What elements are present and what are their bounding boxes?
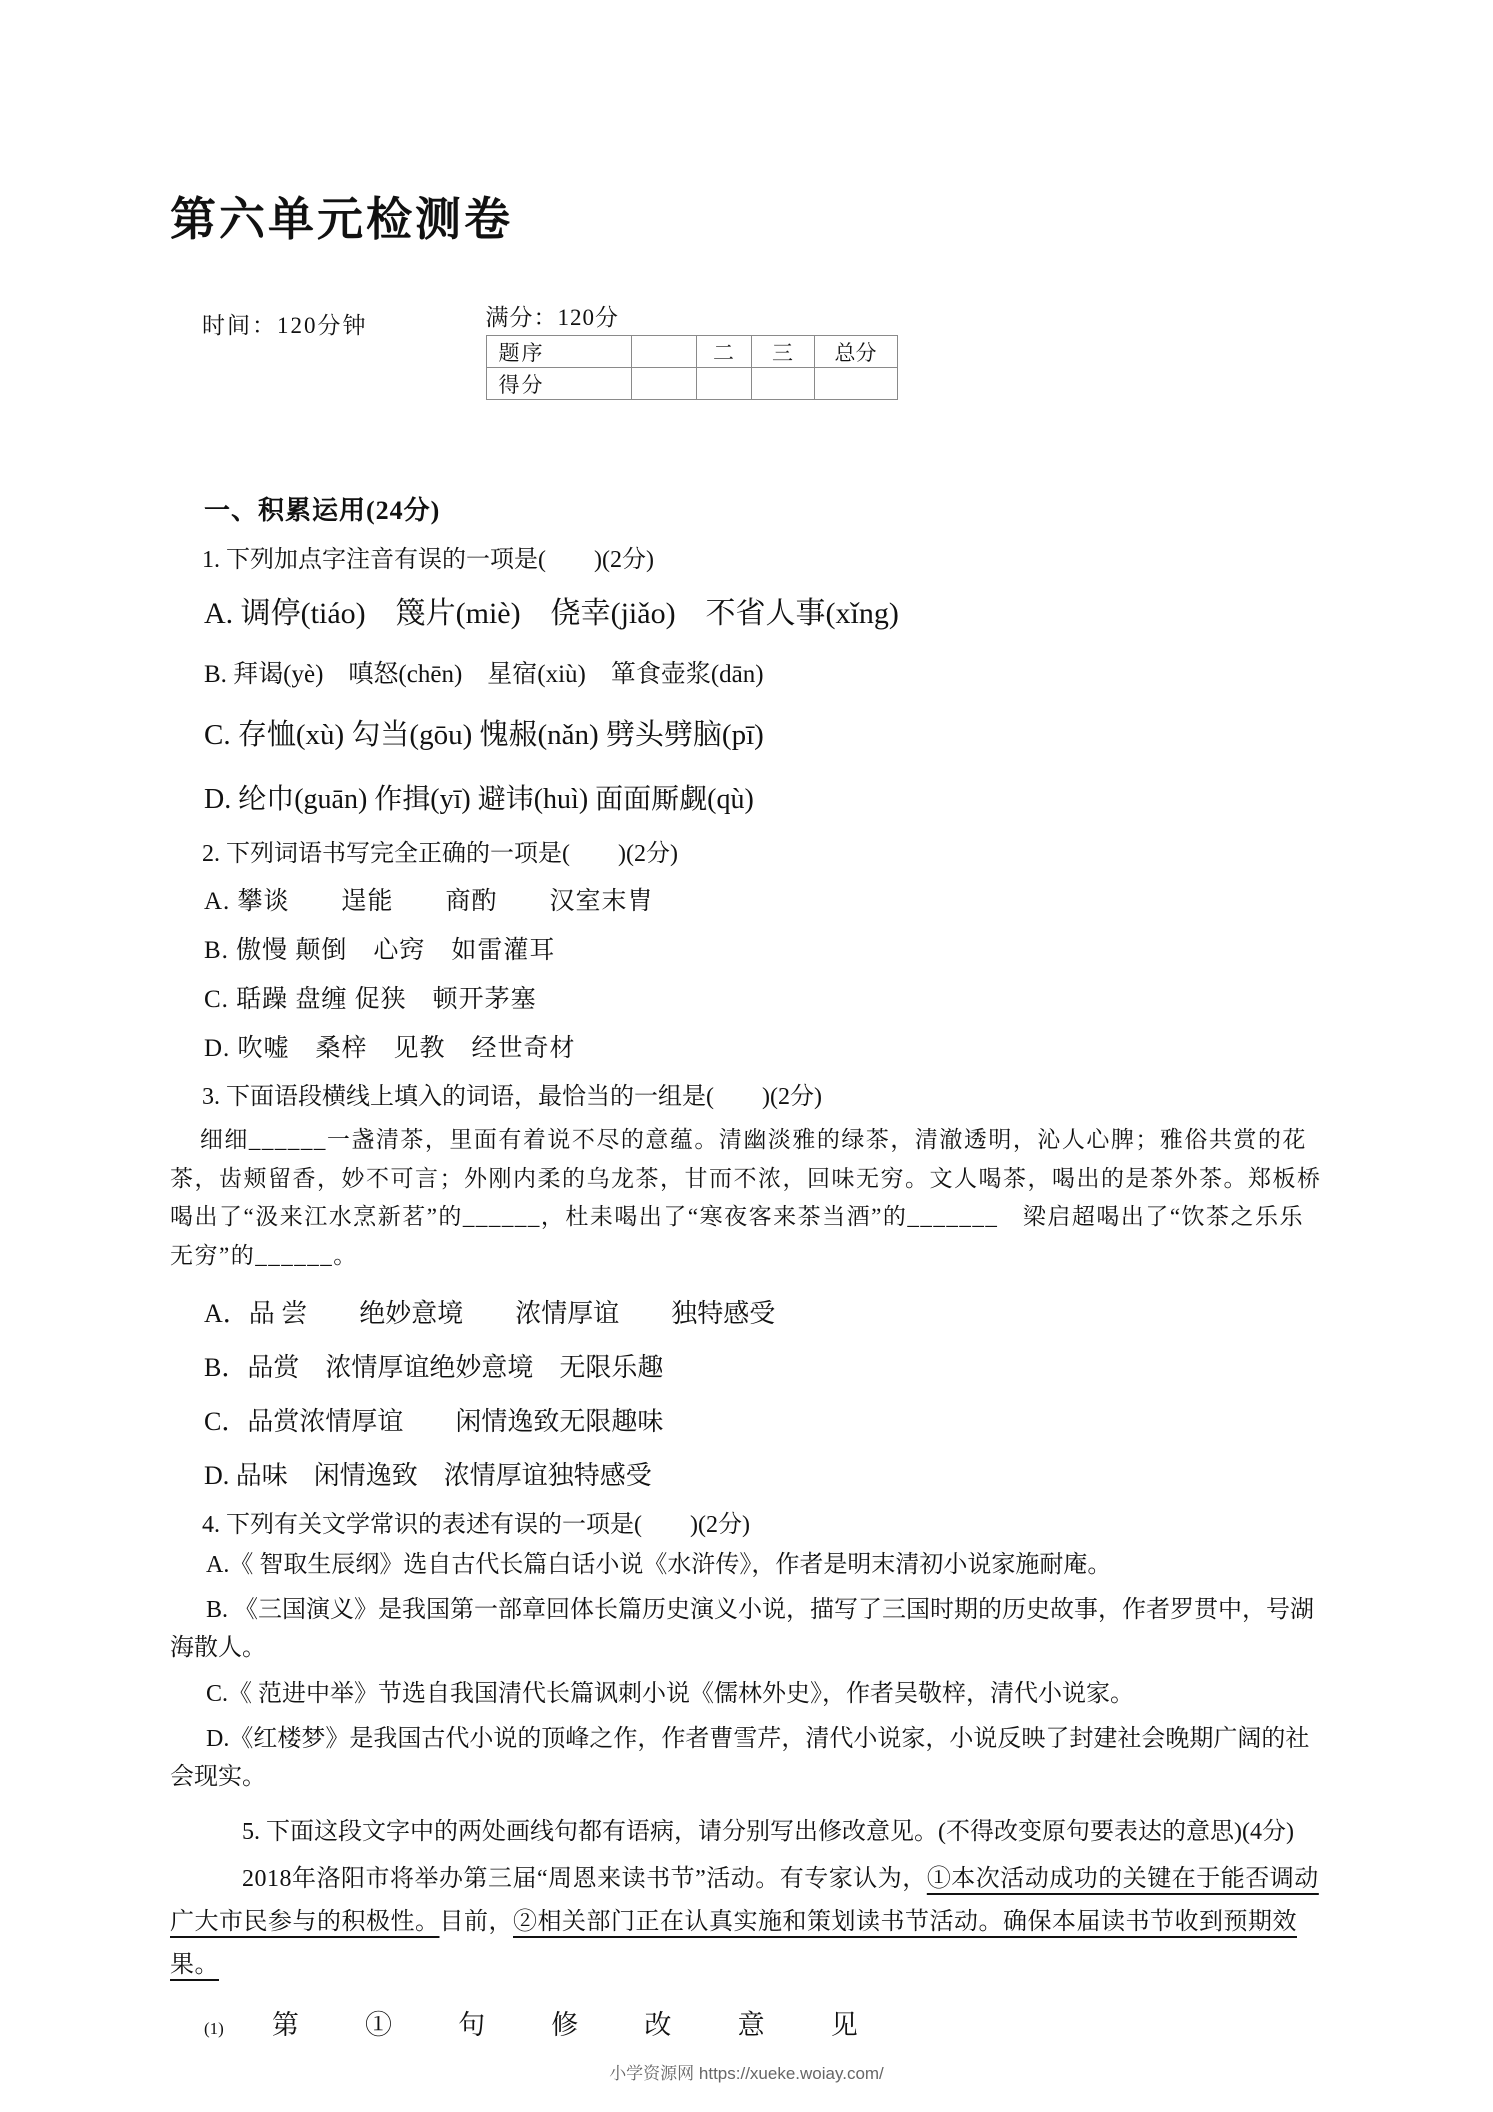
score-table-score-row: [486, 368, 897, 400]
score-table-header-row: [486, 336, 897, 368]
score-table-cell: 三: [751, 336, 814, 368]
time-label: 时间：120分钟: [202, 313, 368, 338]
question-2-option-c: C. 聒躁 盘缠 促狭 顿开茅塞: [204, 986, 537, 1013]
question-5-answer-row: [204, 2003, 1325, 2042]
question-1: [170, 539, 1325, 817]
question-5-underlined-sentence-1: ①本次活动成功的关键在于能否调动广大市民参与的积极性。: [170, 1865, 1319, 1935]
question-2-option-d: D. 吹嘘 桑梓 见教 经世奇材: [204, 1035, 576, 1062]
question-4-option-a: A.《 智取生辰纲》选自古代长篇白话小说《水浒传》，作者是明末清初小说家施耐庵。: [206, 1551, 1112, 1578]
question-5-passage-text: 2018年洛阳市将举办第三届“周恩来读书节”活动。有专家认为，: [242, 1865, 927, 1892]
question-5: [170, 1813, 1325, 2042]
question-1-option-d: D. 纶巾(guān) 作揖(yī) 避讳(huì) 面面厮觑(qù): [204, 784, 754, 815]
question-3-passage: 细细______一盏清茶，里面有着说不尽的意蕴。清幽淡雅的绿茶，清澈透明，沁人心脾；雅俗共赏的花茶，齿颊留香，妙不可言；外刚内柔的乌龙茶，甘而不浓，回味无穷。文人喝茶，喝出的是茶外茶。郑板桥喝出了“汲来江水烹新茗”的______，杜耒喝出了“寒夜客来茶当酒”的_______ 梁启超喝出了“饮茶之乐乐无穷”的______。: [170, 1127, 1322, 1268]
score-area: [486, 299, 898, 400]
question-1-stem: 1. 下列加点字注音有误的一项是( )(2分): [202, 547, 654, 573]
question-2-option-b: B. 傲慢 颠倒 心窍 如雷灌耳: [204, 937, 556, 964]
question-3: [170, 1076, 1325, 1492]
question-5-underlined-sentence-2: ②相关部门正在认真实施和策划读书节活动。确保本届读书节收到预期效果。: [170, 1908, 1297, 1979]
question-3-option-b: B．品赏 浓情厚谊绝妙意境 无限乐趣: [204, 1352, 664, 1382]
question-2: [170, 833, 1325, 1064]
score-table-cell: [696, 368, 751, 400]
score-table-row-label: 题序: [486, 336, 631, 368]
score-table-cell: [751, 368, 814, 400]
question-5-answer-prefix: (1): [204, 2019, 224, 2039]
score-table: [486, 335, 898, 400]
question-3-option-c: C．品赏浓情厚谊 闲情逸致无限趣味: [204, 1406, 664, 1436]
question-4-option-d: D.《红楼梦》是我国古代小说的顶峰之作，作者曹雪芹，清代小说家，小说反映了封建社会晚期广阔的社会现实。: [170, 1726, 1310, 1791]
question-5-answer-label: 第①句修改意见: [271, 2010, 924, 2041]
score-table-cell: [631, 336, 696, 368]
score-table-cell: [814, 368, 897, 400]
question-1-option-c: C. 存恤(xù) 勾当(gōu) 愧赧(nǎn) 劈头劈脑(pī): [204, 719, 764, 751]
score-table-cell: 二: [696, 336, 751, 368]
footer-text: 小学资源网 https://xueke.woiay.com/: [609, 2064, 884, 2083]
exam-meta-row: [170, 299, 1325, 400]
score-table-row-label: 得分: [486, 368, 631, 400]
question-5-stem: 5. 下面这段文字中的两处画线句都有语病，请分别写出修改意见。(不得改变原句要表达的意思)(4分): [242, 1818, 1294, 1845]
question-5-passage-text: 目前，: [439, 1908, 513, 1935]
question-4: [170, 1504, 1325, 1797]
section-one-heading: 一、积累运用(24分): [204, 496, 441, 525]
full-score-label: 满分：120分: [485, 305, 619, 330]
question-1-option-a: A. 调停(tiáo) 篾片(miè) 侥幸(jiǎo) 不省人事(xǐng): [204, 597, 899, 630]
question-2-stem: 2. 下列词语书写完全正确的一项是( )(2分): [202, 841, 678, 867]
score-table-cell: 总分: [814, 336, 897, 368]
question-4-option-c: C.《 范进中举》节选自我国清代长篇讽刺小说《儒林外史》，作者吴敬梓，清代小说家。: [206, 1680, 1135, 1707]
question-5-passage: [170, 1858, 1325, 1988]
question-4-option-b: B. 《三国演义》是我国第一部章回体长篇历史演义小说，描写了三国时期的历史故事，作者罗贯中，号湖海散人。: [170, 1596, 1315, 1662]
question-3-option-a: A．品 尝 绝妙意境 浓情厚谊 独特感受: [204, 1298, 776, 1328]
question-1-option-b: B. 拜谒(yè) 嗔怒(chēn) 星宿(xiù) 箪食壶浆(dān): [204, 661, 764, 688]
question-3-option-d: D. 品味 闲情逸致 浓情厚谊独特感受: [204, 1460, 652, 1490]
question-2-option-a: A. 攀谈 逞能 商酌 汉室末胄: [204, 888, 654, 915]
question-3-stem: 3. 下面语段横线上填入的词语，最恰当的一组是( )(2分): [202, 1084, 822, 1110]
score-table-cell: [631, 368, 696, 400]
page-title: 第六单元检测卷: [170, 194, 513, 245]
question-4-stem: 4. 下列有关文学常识的表述有误的一项是( )(2分): [202, 1511, 750, 1538]
